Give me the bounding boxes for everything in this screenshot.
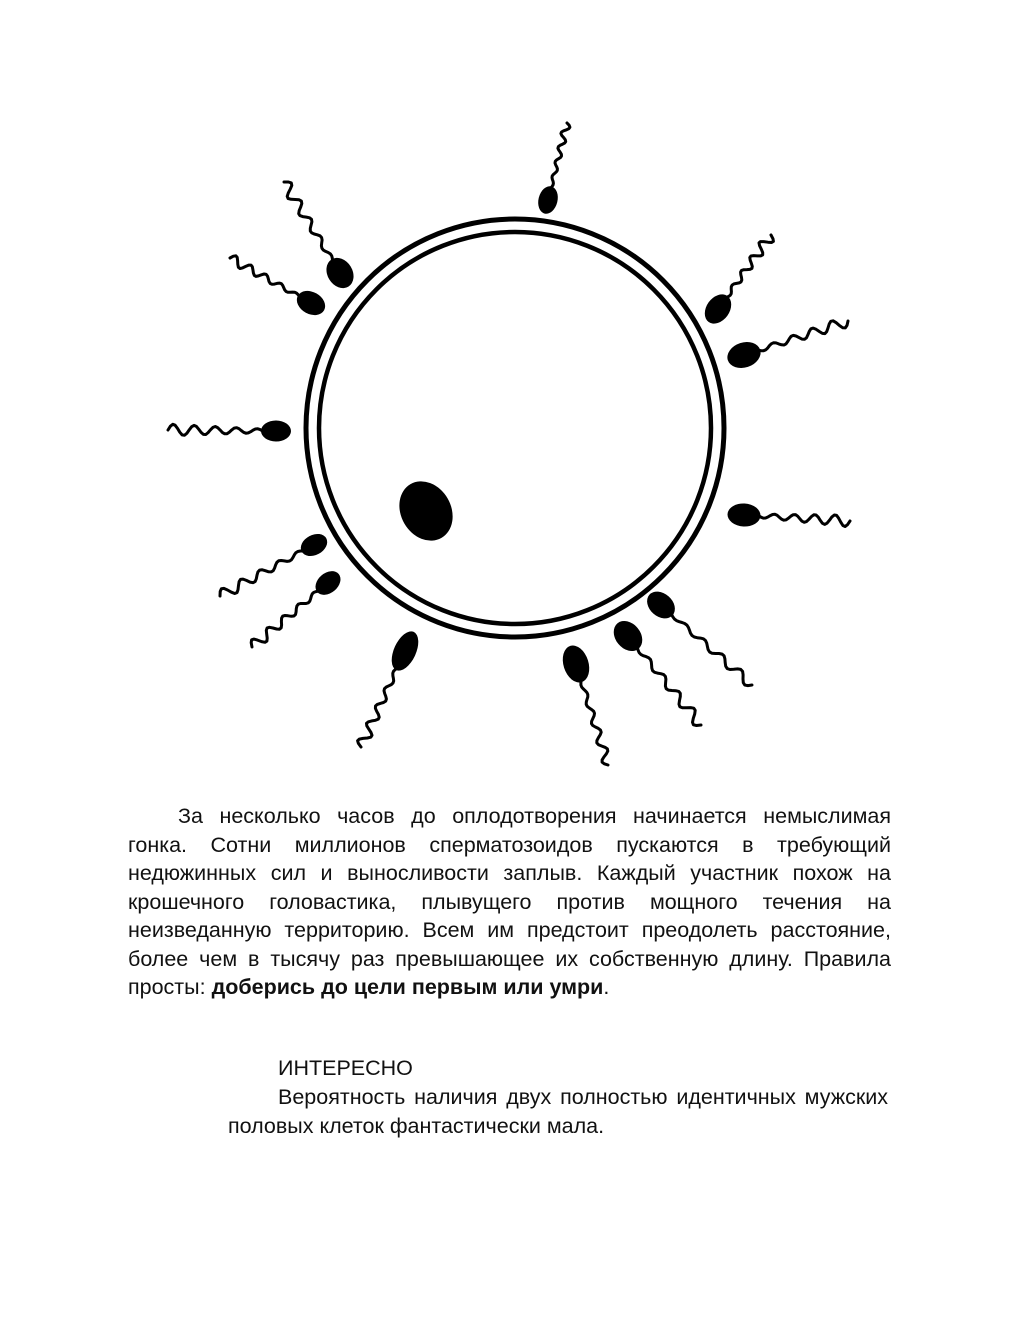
sperm-cell — [724, 321, 848, 372]
sperm-head — [724, 338, 764, 372]
sperm-cell — [230, 256, 329, 320]
sperm-tail — [168, 424, 263, 435]
sperm-tail — [759, 321, 849, 351]
sperm-tail — [220, 551, 303, 596]
ovum-nucleus — [389, 472, 463, 551]
sperm-head — [261, 420, 291, 441]
sperm-head — [293, 286, 330, 320]
sperm-cell — [642, 586, 752, 685]
sperm-tail — [672, 614, 753, 685]
sperm-tail — [358, 668, 398, 747]
sperm-cell — [251, 566, 345, 647]
interesting-fact-title: ИНТЕРЕСНО — [278, 1056, 413, 1080]
sperm-cell — [608, 615, 701, 725]
sperm-cell — [558, 642, 608, 765]
sperm-tail — [726, 235, 773, 297]
sperm-tail — [230, 256, 299, 297]
ovum-outer-membrane — [306, 219, 724, 637]
sperm-head — [297, 530, 331, 561]
sperm-cell — [168, 420, 291, 441]
interesting-fact-box — [228, 1053, 888, 1140]
sperm-tail — [637, 648, 701, 726]
sperm-head — [321, 253, 359, 293]
sperm-tail — [759, 514, 850, 526]
paragraph-emphasis-text: доберись до цели первым или умри — [211, 975, 604, 999]
sperm-cell — [535, 123, 569, 216]
sperm-tail — [581, 680, 608, 765]
sperm-head — [535, 184, 560, 216]
sperm-cell — [284, 182, 359, 293]
sperm-head — [558, 642, 593, 686]
paragraph-intro-text: За несколько часов до оплодотворения начинается немыслимая гонка. Сотни миллионов сперматозоидов пускаются в требующий недюжинных сил и выносливости заплыв. Каждый участник похож на крошечного головастика, плывущего против мощного течения на неизведанную территорию. Всем им предстоит преодолеть расстояние, более чем в тысячу раз превышающее их собственную длину. Правила просты: — [128, 804, 891, 999]
ovum-inner-membrane — [319, 232, 711, 624]
sperm-tail — [284, 182, 333, 261]
paragraph-end-text: . — [603, 975, 610, 999]
sperm-head — [608, 615, 648, 656]
sperm-cell — [699, 235, 773, 329]
sperm-head — [727, 503, 761, 528]
sperm-cell — [220, 530, 331, 596]
sperm-head — [311, 566, 345, 599]
sperm-tail — [251, 591, 318, 647]
sperm-cell — [358, 627, 424, 747]
ovum — [306, 219, 724, 637]
sperm-tail — [551, 123, 570, 188]
main-paragraph — [128, 802, 891, 1002]
sperm-head — [386, 627, 423, 674]
sperm-cell — [727, 503, 850, 528]
interesting-fact-text: Вероятность наличия двух полностью идентичных мужских половых клеток фантастически мала. — [228, 1085, 888, 1138]
